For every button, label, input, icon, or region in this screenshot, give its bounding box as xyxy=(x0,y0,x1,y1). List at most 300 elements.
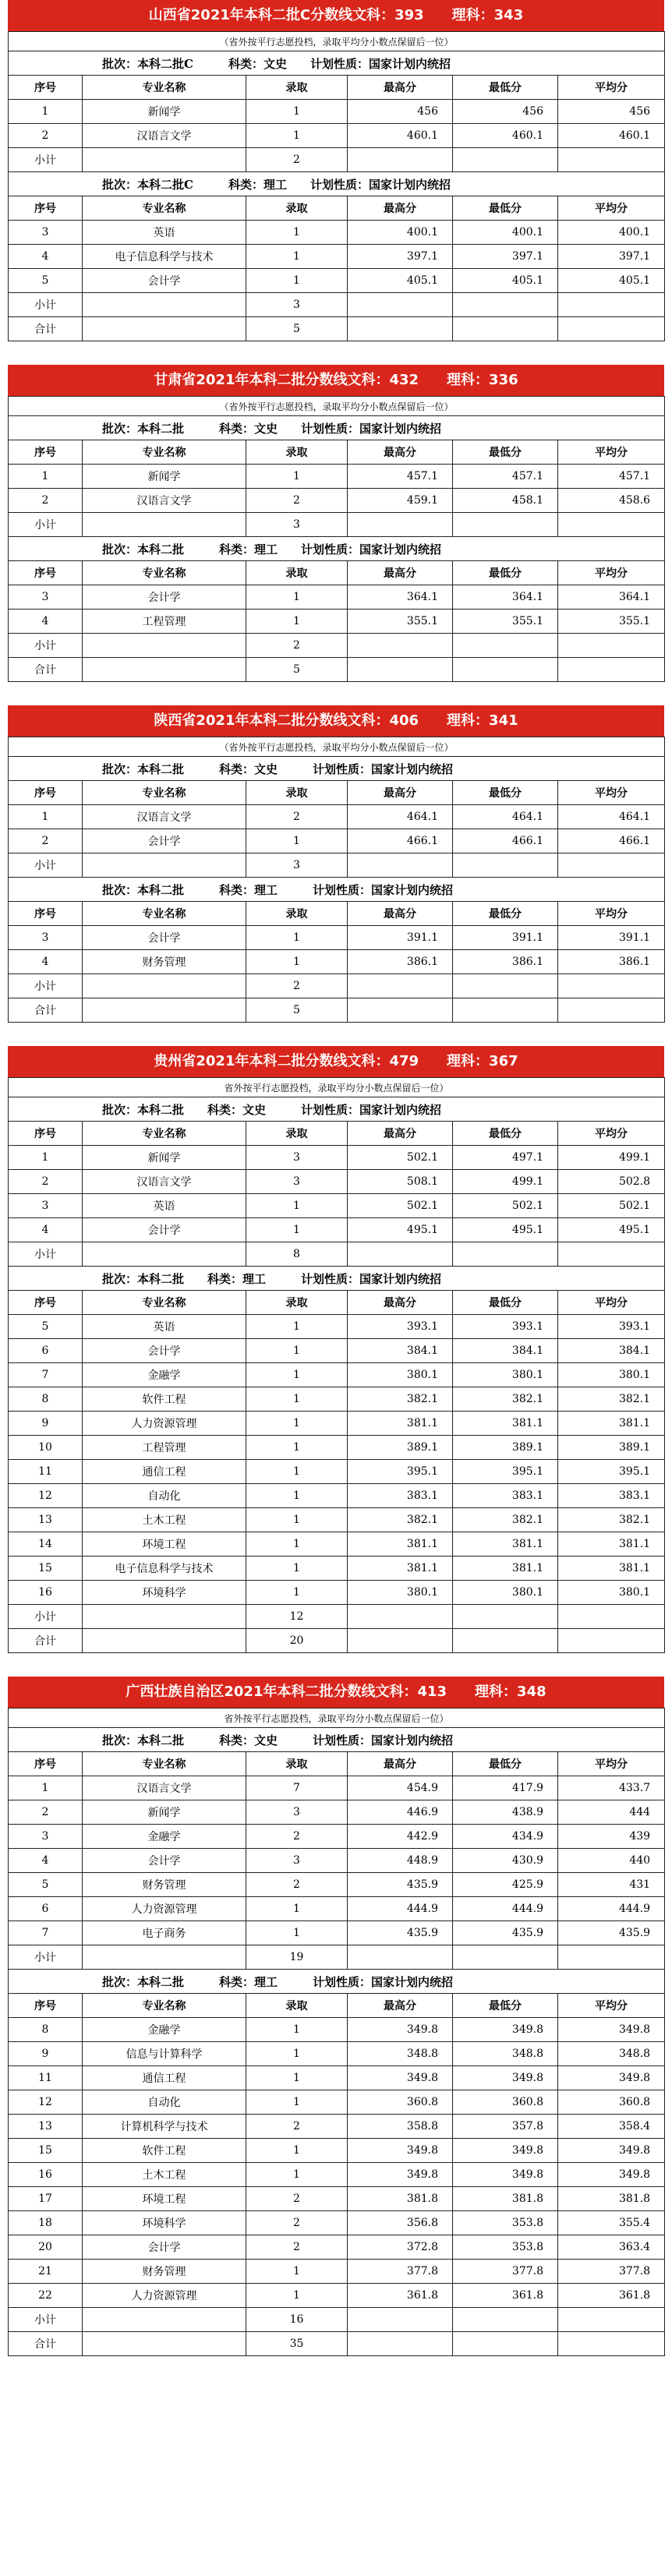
column-header: 最低分 xyxy=(453,1752,558,1776)
empty-cell xyxy=(348,293,453,317)
batch-line: 批次：本科二批 科类：理工 计划性质：国家计划内统招 xyxy=(9,1267,665,1291)
batch-row xyxy=(9,1097,665,1122)
table-cell: 349.8 xyxy=(453,2066,558,2090)
table-cell: 5 xyxy=(9,269,83,293)
table-cell: 355.1 xyxy=(453,610,558,634)
subtotal-row xyxy=(9,1605,665,1629)
table-cell: 3 xyxy=(246,1849,348,1873)
table-cell: 英语 xyxy=(83,1194,246,1218)
table-cell: 382.1 xyxy=(348,1387,453,1412)
table-cell: 499.1 xyxy=(453,1170,558,1194)
table-cell: 361.8 xyxy=(453,2284,558,2308)
column-header: 最高分 xyxy=(348,902,453,926)
table-cell: 工程管理 xyxy=(83,1436,246,1460)
table-row xyxy=(9,1897,665,1921)
table-cell: 499.1 xyxy=(558,1146,665,1170)
table-cell: 393.1 xyxy=(348,1315,453,1339)
column-header: 平均分 xyxy=(558,440,665,465)
table-cell: 1 xyxy=(246,1897,348,1921)
table-cell: 8 xyxy=(9,2018,83,2042)
table-cell: 13 xyxy=(9,2115,83,2139)
table-cell: 358.8 xyxy=(348,2115,453,2139)
total-label: 合计 xyxy=(9,658,83,682)
subtotal-value: 12 xyxy=(246,1605,348,1629)
province-section xyxy=(8,0,664,341)
empty-cell xyxy=(83,998,246,1023)
column-header: 录取 xyxy=(246,561,348,585)
empty-cell xyxy=(83,1605,246,1629)
table-cell: 361.8 xyxy=(348,2284,453,2308)
empty-cell xyxy=(453,1242,558,1267)
empty-cell xyxy=(558,317,665,341)
table-cell: 457.1 xyxy=(453,465,558,489)
table-cell: 5 xyxy=(9,1315,83,1339)
table-cell: 400.1 xyxy=(453,221,558,245)
table-cell: 386.1 xyxy=(348,950,453,974)
section-title-banner: 广西壮族自治区2021年本科二批分数线文科：413 理科：348 xyxy=(8,1677,664,1708)
table-row xyxy=(9,1776,665,1800)
table-cell: 381.1 xyxy=(558,1412,665,1436)
table-cell: 495.1 xyxy=(558,1218,665,1242)
subtotal-value: 2 xyxy=(246,148,348,172)
table-cell: 355.4 xyxy=(558,2211,665,2235)
table-cell: 458.1 xyxy=(453,489,558,513)
note-row xyxy=(9,397,665,416)
table-cell: 349.8 xyxy=(348,2066,453,2090)
table-cell: 3 xyxy=(9,926,83,950)
score-table xyxy=(8,737,665,1023)
table-cell: 1 xyxy=(246,1460,348,1484)
batch-line: 批次：本科二批C 科类：理工 计划性质：国家计划内统招 xyxy=(9,172,665,196)
table-cell: 355.1 xyxy=(348,610,453,634)
table-cell: 1 xyxy=(246,926,348,950)
table-cell: 380.1 xyxy=(453,1363,558,1387)
batch-line: 批次：本科二批 科类：理工 计划性质：国家计划内统招 xyxy=(9,1970,665,1994)
table-cell: 395.1 xyxy=(348,1460,453,1484)
table-cell: 环境工程 xyxy=(83,1532,246,1557)
score-table xyxy=(8,1708,665,2356)
table-cell: 通信工程 xyxy=(83,2066,246,2090)
table-cell: 361.8 xyxy=(558,2284,665,2308)
table-cell: 349.8 xyxy=(348,2163,453,2187)
table-cell: 384.1 xyxy=(453,1339,558,1363)
column-header: 序号 xyxy=(9,440,83,465)
table-cell: 459.1 xyxy=(348,489,453,513)
table-cell: 环境工程 xyxy=(83,2187,246,2211)
empty-cell xyxy=(453,293,558,317)
table-cell: 460.1 xyxy=(453,124,558,148)
table-row xyxy=(9,829,665,853)
column-header: 最低分 xyxy=(453,1291,558,1315)
empty-cell xyxy=(453,853,558,878)
column-header: 平均分 xyxy=(558,76,665,100)
table-cell: 446.9 xyxy=(348,1800,453,1825)
empty-cell xyxy=(558,2308,665,2332)
note-row xyxy=(9,1078,665,1097)
batch-line: 批次：本科二批 科类：文史 计划性质：国家计划内统招 xyxy=(9,757,665,781)
subtotal-row xyxy=(9,513,665,537)
table-cell: 1 xyxy=(9,100,83,124)
empty-cell xyxy=(83,293,246,317)
table-cell: 英语 xyxy=(83,1315,246,1339)
table-cell: 电子商务 xyxy=(83,1921,246,1945)
total-row xyxy=(9,658,665,682)
table-cell: 2 xyxy=(9,1170,83,1194)
table-cell: 389.1 xyxy=(348,1436,453,1460)
table-cell: 1 xyxy=(246,1363,348,1387)
table-cell: 460.1 xyxy=(348,124,453,148)
table-cell: 1 xyxy=(246,2090,348,2115)
table-cell: 1 xyxy=(246,1194,348,1218)
table-cell: 391.1 xyxy=(453,926,558,950)
column-header: 最低分 xyxy=(453,196,558,221)
province-section xyxy=(8,1046,664,1653)
table-row xyxy=(9,1460,665,1484)
table-cell: 502.1 xyxy=(453,1194,558,1218)
note-text: 省外按平行志愿投档，录取平均分小数点保留后一位） xyxy=(9,1708,665,1728)
table-cell: 1 xyxy=(246,100,348,124)
table-cell: 1 xyxy=(246,1218,348,1242)
total-row xyxy=(9,317,665,341)
table-cell: 457.1 xyxy=(348,465,453,489)
empty-cell xyxy=(83,2332,246,2356)
table-cell: 433.7 xyxy=(558,1776,665,1800)
table-cell: 金融学 xyxy=(83,2018,246,2042)
table-cell: 1 xyxy=(246,1387,348,1412)
table-cell: 384.1 xyxy=(558,1339,665,1363)
table-cell: 1 xyxy=(246,1315,348,1339)
table-cell: 381.1 xyxy=(348,1532,453,1557)
subtotal-value: 16 xyxy=(246,2308,348,2332)
table-row xyxy=(9,2018,665,2042)
empty-cell xyxy=(83,974,246,998)
subtotal-label: 小计 xyxy=(9,974,83,998)
table-cell: 1 xyxy=(246,465,348,489)
table-row xyxy=(9,1508,665,1532)
section-title-banner: 山西省2021年本科二批C分数线文科：393 理科：343 xyxy=(8,0,664,31)
empty-cell xyxy=(83,317,246,341)
table-cell: 5 xyxy=(9,1873,83,1897)
table-cell: 会计学 xyxy=(83,829,246,853)
column-header: 录取 xyxy=(246,902,348,926)
table-cell: 7 xyxy=(246,1776,348,1800)
column-header: 序号 xyxy=(9,196,83,221)
table-row xyxy=(9,1921,665,1945)
table-cell: 1 xyxy=(246,2042,348,2066)
column-header: 最高分 xyxy=(348,1122,453,1146)
column-header: 最低分 xyxy=(453,1994,558,2018)
table-row xyxy=(9,100,665,124)
table-cell: 377.8 xyxy=(348,2260,453,2284)
column-header: 平均分 xyxy=(558,902,665,926)
table-cell: 349.8 xyxy=(348,2018,453,2042)
table-cell: 13 xyxy=(9,1508,83,1532)
table-cell: 495.1 xyxy=(453,1218,558,1242)
table-row xyxy=(9,245,665,269)
table-cell: 1 xyxy=(246,2018,348,2042)
table-cell: 1 xyxy=(246,2260,348,2284)
table-cell: 383.1 xyxy=(348,1484,453,1508)
table-cell: 364.1 xyxy=(453,585,558,610)
table-cell: 439 xyxy=(558,1825,665,1849)
table-cell: 3 xyxy=(9,221,83,245)
empty-cell xyxy=(558,998,665,1023)
batch-row xyxy=(9,537,665,561)
table-cell: 358.4 xyxy=(558,2115,665,2139)
table-cell: 502.1 xyxy=(348,1146,453,1170)
table-cell: 381.8 xyxy=(453,2187,558,2211)
table-cell: 377.8 xyxy=(558,2260,665,2284)
empty-cell xyxy=(453,998,558,1023)
note-text: （省外按平行志愿投档，录取平均分小数点保留后一位） xyxy=(9,737,665,757)
province-section xyxy=(8,705,664,1023)
subtotal-label: 小计 xyxy=(9,1605,83,1629)
empty-cell xyxy=(453,634,558,658)
table-cell: 349.8 xyxy=(348,2139,453,2163)
table-cell: 356.8 xyxy=(348,2211,453,2235)
table-row xyxy=(9,805,665,829)
table-cell: 会计学 xyxy=(83,269,246,293)
table-cell: 22 xyxy=(9,2284,83,2308)
table-row xyxy=(9,2090,665,2115)
subtotal-label: 小计 xyxy=(9,513,83,537)
table-cell: 汉语言文学 xyxy=(83,1776,246,1800)
total-row xyxy=(9,1629,665,1653)
total-label: 合计 xyxy=(9,317,83,341)
table-cell: 464.1 xyxy=(558,805,665,829)
table-cell: 15 xyxy=(9,2139,83,2163)
column-header: 序号 xyxy=(9,76,83,100)
empty-cell xyxy=(453,148,558,172)
column-header: 序号 xyxy=(9,1122,83,1146)
table-cell: 2 xyxy=(246,2235,348,2260)
table-cell: 397.1 xyxy=(453,245,558,269)
table-cell: 1 xyxy=(246,2284,348,2308)
table-cell: 400.1 xyxy=(348,221,453,245)
table-cell: 人力资源管理 xyxy=(83,1412,246,1436)
column-header: 最低分 xyxy=(453,440,558,465)
table-cell: 1 xyxy=(246,610,348,634)
table-cell: 3 xyxy=(9,1825,83,1849)
batch-row xyxy=(9,51,665,76)
batch-row xyxy=(9,1728,665,1752)
total-row xyxy=(9,998,665,1023)
table-cell: 1 xyxy=(246,1436,348,1460)
subtotal-value: 3 xyxy=(246,293,348,317)
column-header: 平均分 xyxy=(558,781,665,805)
section-gap xyxy=(0,1023,672,1046)
table-cell: 9 xyxy=(9,2042,83,2066)
column-header: 录取 xyxy=(246,1994,348,2018)
empty-cell xyxy=(453,317,558,341)
table-cell: 377.8 xyxy=(453,2260,558,2284)
column-header: 平均分 xyxy=(558,1752,665,1776)
subtotal-label: 小计 xyxy=(9,1945,83,1970)
table-cell: 448.9 xyxy=(348,1849,453,1873)
table-cell: 6 xyxy=(9,1897,83,1921)
column-header-row xyxy=(9,561,665,585)
table-cell: 381.8 xyxy=(558,2187,665,2211)
table-cell: 1 xyxy=(246,950,348,974)
empty-cell xyxy=(83,1242,246,1267)
table-cell: 353.8 xyxy=(453,2211,558,2235)
table-row xyxy=(9,2187,665,2211)
table-cell: 464.1 xyxy=(453,805,558,829)
empty-cell xyxy=(83,513,246,537)
table-row xyxy=(9,2066,665,2090)
table-cell: 21 xyxy=(9,2260,83,2284)
empty-cell xyxy=(348,1242,453,1267)
table-cell: 466.1 xyxy=(348,829,453,853)
table-cell: 383.1 xyxy=(453,1484,558,1508)
empty-cell xyxy=(83,1629,246,1653)
table-cell: 1 xyxy=(246,124,348,148)
table-cell: 405.1 xyxy=(558,269,665,293)
column-header-row xyxy=(9,196,665,221)
table-cell: 434.9 xyxy=(453,1825,558,1849)
table-cell: 自动化 xyxy=(83,2090,246,2115)
table-cell: 380.1 xyxy=(348,1363,453,1387)
table-cell: 会计学 xyxy=(83,1849,246,1873)
table-cell: 372.8 xyxy=(348,2235,453,2260)
table-cell: 348.8 xyxy=(558,2042,665,2066)
table-cell: 新闻学 xyxy=(83,100,246,124)
table-cell: 汉语言文学 xyxy=(83,124,246,148)
table-cell: 438.9 xyxy=(453,1800,558,1825)
column-header: 录取 xyxy=(246,1122,348,1146)
table-cell: 6 xyxy=(9,1339,83,1363)
column-header: 最高分 xyxy=(348,561,453,585)
table-row xyxy=(9,1581,665,1605)
table-cell: 466.1 xyxy=(558,829,665,853)
table-row xyxy=(9,610,665,634)
table-cell: 383.1 xyxy=(558,1484,665,1508)
batch-row xyxy=(9,416,665,440)
table-cell: 14 xyxy=(9,1532,83,1557)
table-cell: 458.6 xyxy=(558,489,665,513)
table-cell: 2 xyxy=(9,489,83,513)
column-header: 录取 xyxy=(246,76,348,100)
table-cell: 英语 xyxy=(83,221,246,245)
empty-cell xyxy=(348,2308,453,2332)
table-cell: 380.1 xyxy=(558,1581,665,1605)
table-cell: 357.8 xyxy=(453,2115,558,2139)
subtotal-row xyxy=(9,2308,665,2332)
empty-cell xyxy=(348,317,453,341)
table-cell: 349.8 xyxy=(558,2139,665,2163)
table-cell: 382.1 xyxy=(453,1387,558,1412)
table-cell: 380.1 xyxy=(558,1363,665,1387)
table-cell: 9 xyxy=(9,1412,83,1436)
empty-cell xyxy=(348,998,453,1023)
column-header: 序号 xyxy=(9,1752,83,1776)
table-cell: 计算机科学与技术 xyxy=(83,2115,246,2139)
empty-cell xyxy=(558,2332,665,2356)
table-cell: 12 xyxy=(9,1484,83,1508)
note-row xyxy=(9,32,665,51)
batch-line: 批次：本科二批 科类：理工 计划性质：国家计划内统招 xyxy=(9,537,665,561)
table-cell: 自动化 xyxy=(83,1484,246,1508)
table-cell: 2 xyxy=(9,124,83,148)
table-cell: 393.1 xyxy=(558,1315,665,1339)
total-label: 合计 xyxy=(9,998,83,1023)
table-cell: 新闻学 xyxy=(83,1800,246,1825)
subtotal-label: 小计 xyxy=(9,293,83,317)
table-cell: 435.9 xyxy=(453,1921,558,1945)
table-cell: 土木工程 xyxy=(83,2163,246,2187)
empty-cell xyxy=(348,148,453,172)
table-cell: 355.1 xyxy=(558,610,665,634)
column-header-row xyxy=(9,76,665,100)
table-cell: 金融学 xyxy=(83,1825,246,1849)
subtotal-label: 小计 xyxy=(9,148,83,172)
subtotal-value: 3 xyxy=(246,853,348,878)
column-header: 最高分 xyxy=(348,781,453,805)
table-cell: 1 xyxy=(246,585,348,610)
column-header-row xyxy=(9,781,665,805)
section-title-banner: 甘肃省2021年本科二批分数线文科：432 理科：336 xyxy=(8,365,664,396)
table-cell: 397.1 xyxy=(348,245,453,269)
table-cell: 381.1 xyxy=(453,1412,558,1436)
empty-cell xyxy=(453,1945,558,1970)
empty-cell xyxy=(453,2308,558,2332)
table-cell: 495.1 xyxy=(348,1218,453,1242)
total-value: 5 xyxy=(246,658,348,682)
section-gap xyxy=(0,1653,672,1677)
column-header: 最高分 xyxy=(348,196,453,221)
table-cell: 4 xyxy=(9,950,83,974)
table-cell: 3 xyxy=(9,1194,83,1218)
table-cell: 软件工程 xyxy=(83,2139,246,2163)
section-title-banner: 陕西省2021年本科二批分数线文科：406 理科：341 xyxy=(8,705,664,737)
table-cell: 土木工程 xyxy=(83,1508,246,1532)
table-cell: 1 xyxy=(246,2139,348,2163)
table-cell: 391.1 xyxy=(348,926,453,950)
column-header: 平均分 xyxy=(558,1291,665,1315)
table-row xyxy=(9,1412,665,1436)
column-header: 最低分 xyxy=(453,1122,558,1146)
batch-line: 批次：本科二批 科类：理工 计划性质：国家计划内统招 xyxy=(9,878,665,902)
table-cell: 8 xyxy=(9,1387,83,1412)
table-cell: 3 xyxy=(246,1170,348,1194)
table-cell: 444.9 xyxy=(453,1897,558,1921)
subtotal-value: 19 xyxy=(246,1945,348,1970)
column-header: 专业名称 xyxy=(83,902,246,926)
table-cell: 381.8 xyxy=(348,2187,453,2211)
column-header: 平均分 xyxy=(558,1994,665,2018)
empty-cell xyxy=(348,1605,453,1629)
table-cell: 382.1 xyxy=(348,1508,453,1532)
table-row xyxy=(9,1532,665,1557)
table-cell: 1 xyxy=(9,805,83,829)
table-cell: 1 xyxy=(246,829,348,853)
subtotal-value: 8 xyxy=(246,1242,348,1267)
table-cell: 软件工程 xyxy=(83,1387,246,1412)
table-cell: 电子信息科学与技术 xyxy=(83,245,246,269)
table-cell: 2 xyxy=(246,1873,348,1897)
empty-cell xyxy=(558,1605,665,1629)
table-cell: 435.9 xyxy=(348,1873,453,1897)
table-cell: 新闻学 xyxy=(83,1146,246,1170)
subtotal-row xyxy=(9,1945,665,1970)
table-cell: 395.1 xyxy=(453,1460,558,1484)
table-cell: 1 xyxy=(246,1581,348,1605)
table-cell: 财务管理 xyxy=(83,2260,246,2284)
column-header: 录取 xyxy=(246,196,348,221)
table-cell: 349.8 xyxy=(558,2066,665,2090)
subtotal-row xyxy=(9,853,665,878)
empty-cell xyxy=(83,658,246,682)
